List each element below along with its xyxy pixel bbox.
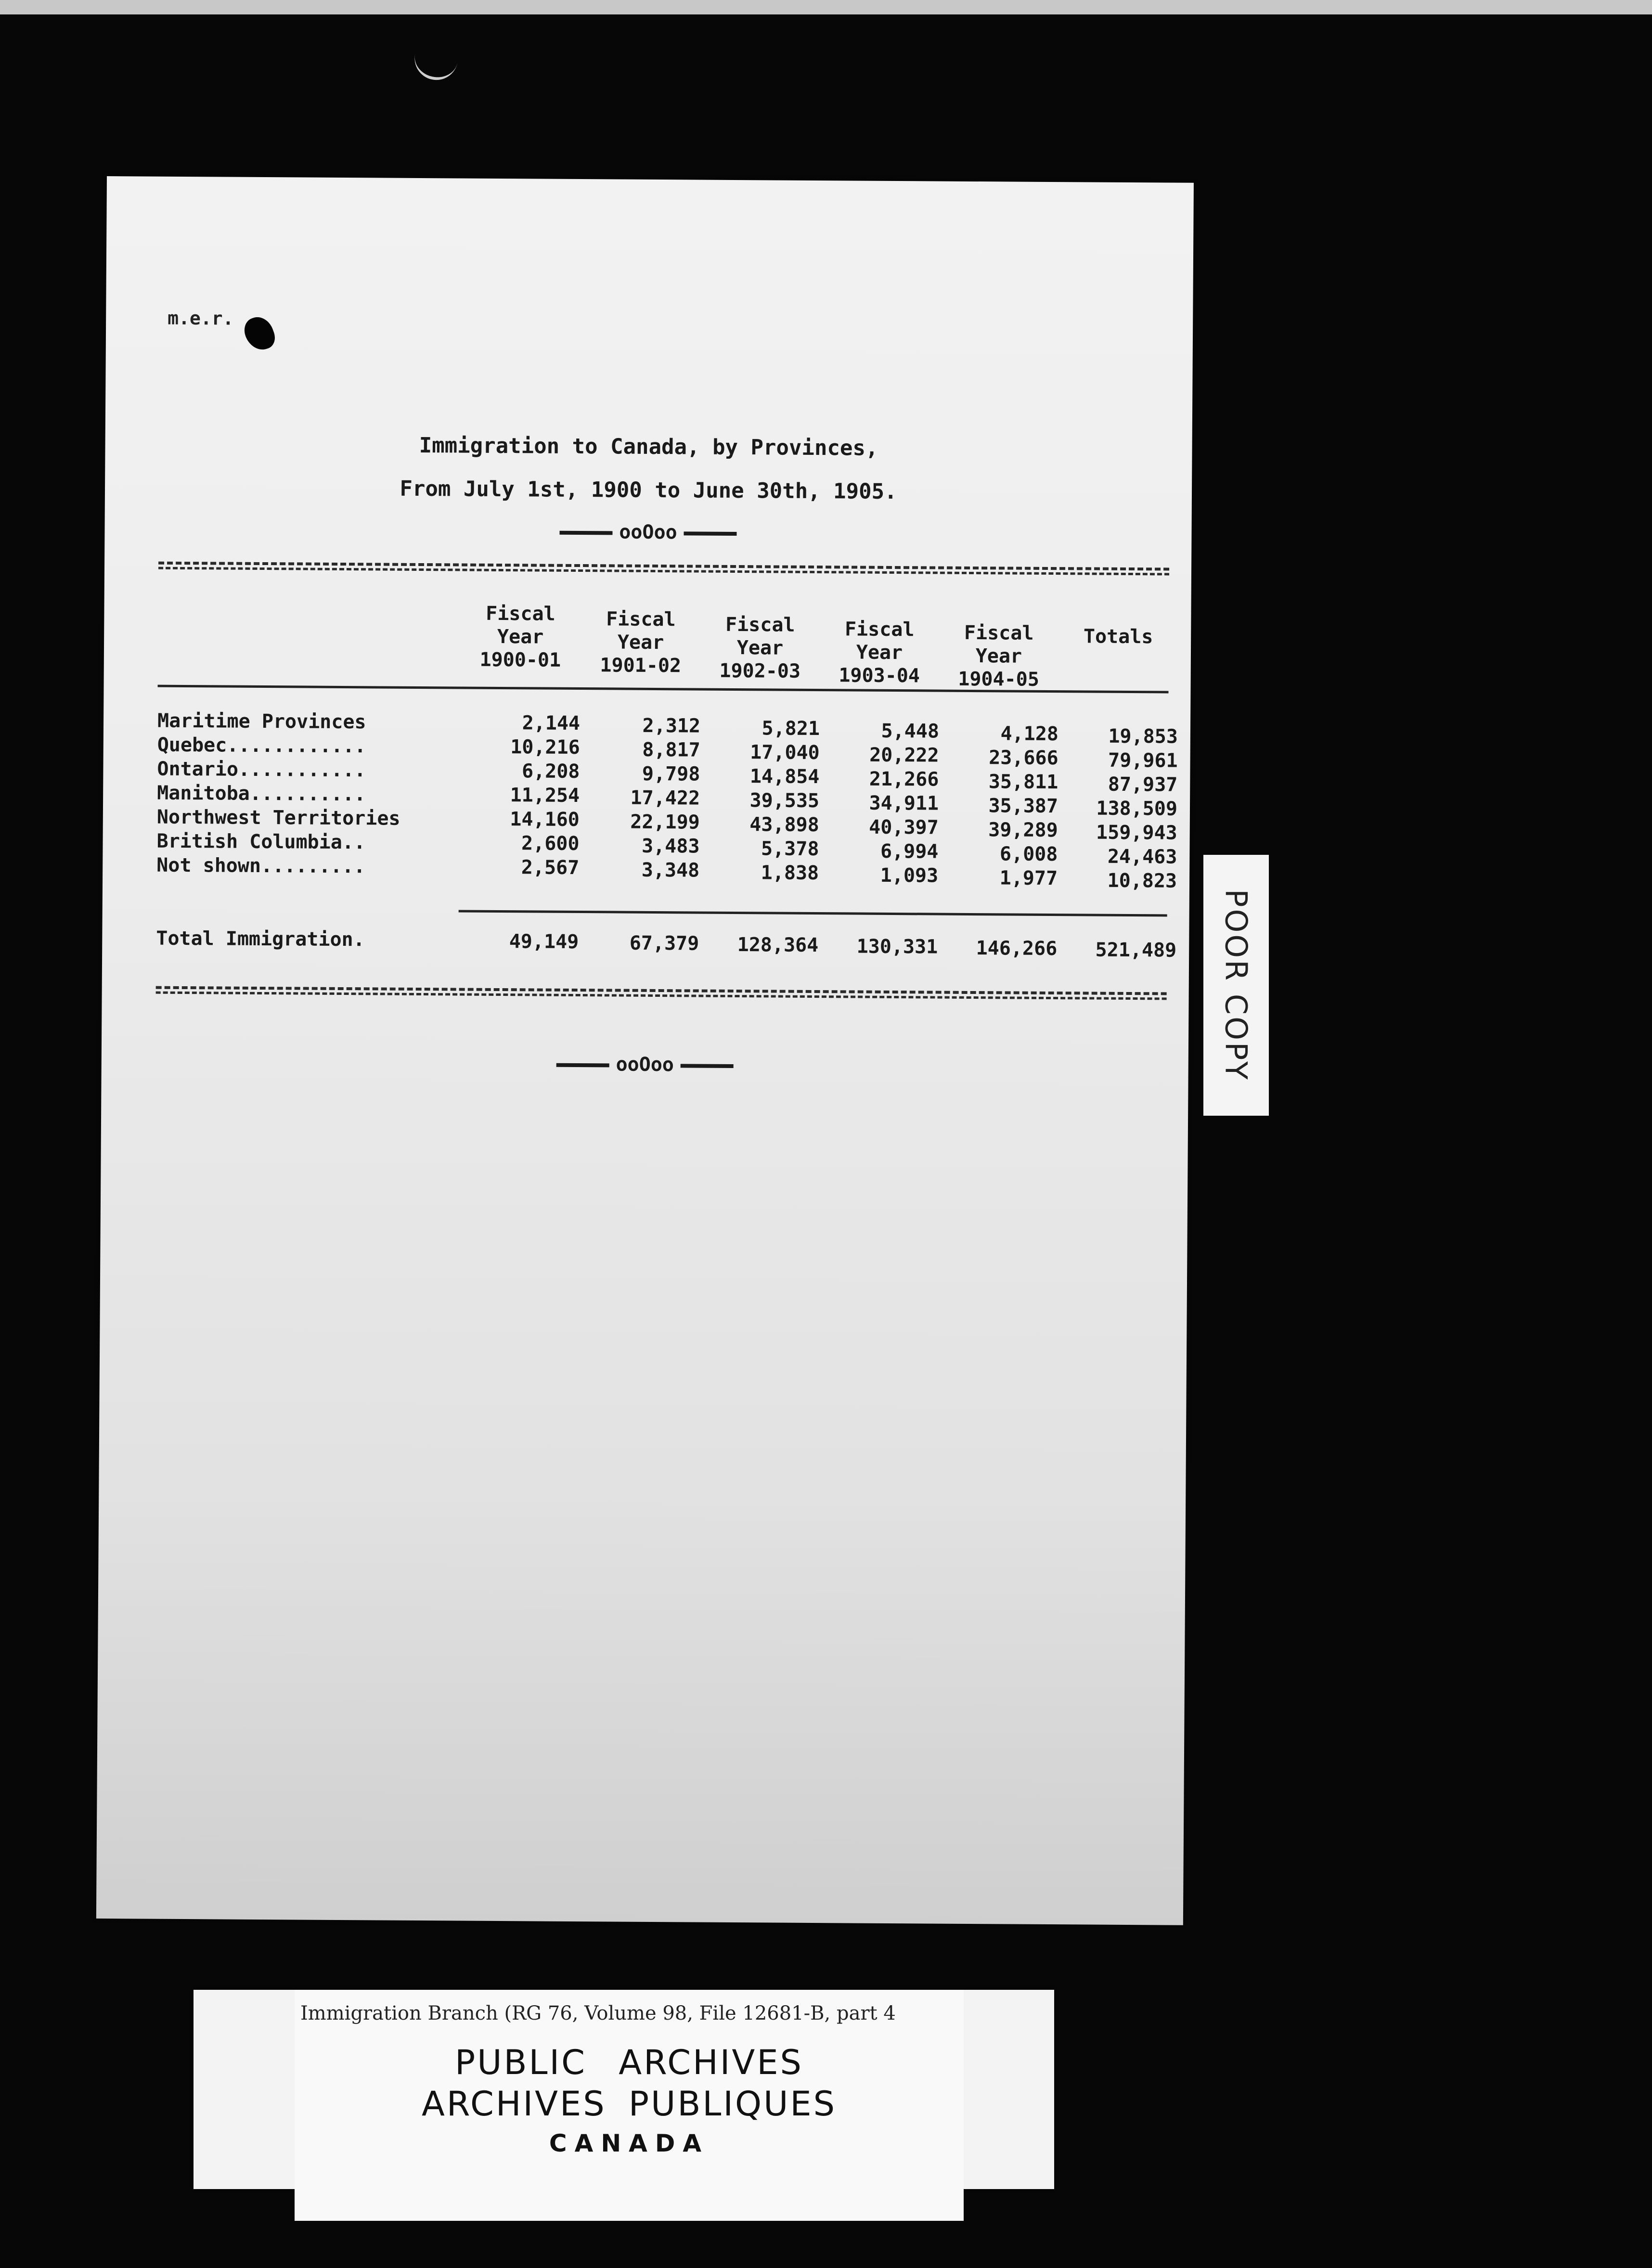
row-label: Manitoba.......... <box>157 782 366 806</box>
table-cell: 3,483 <box>641 835 700 858</box>
total-label: Total Immigration. <box>156 927 365 951</box>
table-cell: 10,823 <box>1107 869 1177 892</box>
source-reference: Immigration Branch (RG 76, Volume 98, File 12681-B, part 4 <box>300 2002 896 2024</box>
archives-country: CANADA <box>549 2129 710 2157</box>
table-cell: 79,961 <box>1108 749 1178 772</box>
table-cell: 8,817 <box>642 738 700 761</box>
total-cell: 146,266 <box>976 937 1058 960</box>
table-cell: 6,994 <box>880 840 939 863</box>
row-label: Maritime Provinces <box>157 709 366 734</box>
table-cell: 21,266 <box>869 768 939 791</box>
column-header: Fiscal Year 1903-04 <box>839 618 920 687</box>
table-cell: 14,854 <box>749 765 820 788</box>
table-cell: 35,387 <box>988 795 1058 818</box>
table-cell: 1,977 <box>999 867 1058 890</box>
total-rule <box>459 910 1167 916</box>
table-cell: 40,397 <box>869 816 939 839</box>
table-cell: 2,312 <box>642 714 701 737</box>
table-cell: 35,811 <box>988 771 1058 794</box>
total-cell: 521,489 <box>1095 939 1177 962</box>
row-label: Quebec............ <box>157 734 366 758</box>
table-cell: 10,216 <box>510 736 580 759</box>
table-cell: 17,422 <box>630 786 700 810</box>
table-cell: 5,448 <box>881 720 940 743</box>
typist-initials: m.e.r. <box>168 307 234 329</box>
ornament-text: ooOoo <box>616 1053 674 1076</box>
film-edge <box>0 0 1652 14</box>
column-header: Fiscal Year 1904-05 <box>958 621 1040 691</box>
table-cell: 22,199 <box>630 811 700 834</box>
poor-copy-note <box>1203 855 1269 1116</box>
table-cell: 4,128 <box>1000 722 1059 746</box>
table-cell: 3,348 <box>641 859 700 882</box>
column-header: Fiscal Year 1900-01 <box>479 602 561 671</box>
document-title: Immigration to Canada, by Provinces, <box>419 433 878 461</box>
table-cell: 24,463 <box>1107 845 1177 868</box>
ornament-dash <box>681 1064 734 1068</box>
table-cell: 20,222 <box>869 744 939 767</box>
table-cell: 87,937 <box>1108 773 1178 796</box>
column-header: Fiscal Year 1901-02 <box>600 608 682 677</box>
row-label: Ontario........... <box>157 758 366 782</box>
scan-mark <box>411 39 461 84</box>
ornament-dash <box>559 531 612 535</box>
table-cell: 2,144 <box>522 712 581 735</box>
total-cell: 67,379 <box>629 932 699 955</box>
table-cell: 6,208 <box>521 760 580 783</box>
table-cell: 43,898 <box>749 813 819 837</box>
column-header: Fiscal Year 1902-03 <box>719 613 801 683</box>
archives-name-fr: ARCHIVES PUBLIQUES <box>421 2084 837 2124</box>
table-cell: 1,093 <box>880 864 939 887</box>
table-bottom-rule <box>156 986 1167 1000</box>
table-cell: 39,289 <box>988 819 1058 842</box>
table-cell: 11,254 <box>510 784 580 807</box>
table-cell: 34,911 <box>869 792 939 815</box>
table-cell: 23,666 <box>989 747 1058 770</box>
row-label: British Columbia.. <box>156 830 366 854</box>
row-label: Not shown......... <box>156 854 365 878</box>
document-subtitle: From July 1st, 1900 to June 30th, 1905. <box>400 476 897 504</box>
row-label: Northwest Territories <box>156 806 400 830</box>
table-cell: 6,008 <box>999 843 1058 866</box>
ornament-text: ooOoo <box>619 521 677 544</box>
table-cell: 159,943 <box>1096 821 1177 844</box>
ornament-dash <box>684 531 737 536</box>
archives-label-card <box>194 1990 1054 2189</box>
table-cell: 2,567 <box>521 856 580 879</box>
punch-hole <box>241 313 278 354</box>
table-cell: 5,821 <box>761 717 820 740</box>
table-cell: 14,160 <box>510 808 580 831</box>
column-header: Totals <box>1083 625 1153 648</box>
table-cell: 9,798 <box>642 762 700 786</box>
table-cell: 5,378 <box>761 838 819 861</box>
table-cell: 19,853 <box>1108 725 1178 748</box>
ornament-bottom <box>102 1050 1188 1079</box>
table-cell: 138,509 <box>1096 797 1178 820</box>
ornament-dash <box>556 1063 609 1068</box>
poor-copy-text: POOR COPY <box>1218 889 1254 1082</box>
table-cell: 17,040 <box>750 741 820 764</box>
table-cell: 1,838 <box>761 862 819 885</box>
table-cell: 2,600 <box>521 832 580 855</box>
ornament-top <box>104 518 1191 547</box>
archives-name-en: PUBLIC ARCHIVES <box>455 2043 803 2082</box>
table-top-rule <box>158 562 1169 576</box>
total-cell: 128,364 <box>737 934 819 957</box>
total-cell: 130,331 <box>856 935 938 958</box>
total-cell: 49,149 <box>509 930 579 954</box>
document-page <box>96 176 1194 1925</box>
table-cell: 39,535 <box>749 789 820 812</box>
